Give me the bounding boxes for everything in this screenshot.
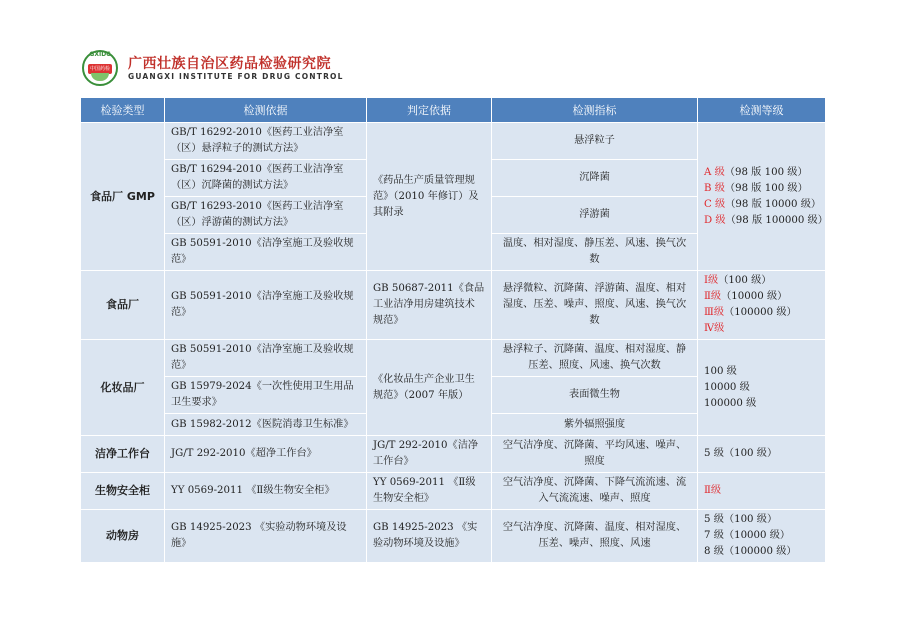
column-header-indicators: 检测指标 bbox=[492, 98, 698, 123]
org-name-english: GUANGXI INSTITUTE FOR DRUG CONTROL bbox=[128, 72, 344, 81]
level-desc: （98 版 10000 级） bbox=[725, 198, 822, 210]
basis-cell: GB/T 16293-2010《医药工业洁净室（区）浮游菌的测试方法》 bbox=[165, 197, 367, 234]
indicator-cell: 悬浮微粒、沉降菌、浮游菌、温度、相对湿度、压差、噪声、照度、风速、换气次数 bbox=[492, 271, 698, 340]
judge-cell: 《化妆品生产企业卫生规范》（2007 年版） bbox=[367, 340, 492, 436]
table-row bbox=[81, 510, 826, 563]
judge-cell: JG/T 292-2010《洁净工作台》 bbox=[367, 436, 492, 473]
table-row bbox=[81, 436, 826, 473]
level-cell bbox=[698, 340, 826, 436]
table-header-row bbox=[81, 98, 826, 123]
level-cell: Ⅱ级 bbox=[698, 473, 826, 510]
indicator-cell: 空气洁净度、沉降菌、下降气流流速、流入气流流速、噪声、照度 bbox=[492, 473, 698, 510]
indicator-cell: 紫外辐照强度 bbox=[492, 414, 698, 436]
indicator-cell: 浮游菌 bbox=[492, 197, 698, 234]
institute-logo-icon bbox=[82, 50, 118, 86]
level-line bbox=[704, 181, 819, 197]
level-line bbox=[704, 289, 819, 305]
indicator-cell: 沉降菌 bbox=[492, 160, 698, 197]
level-grade: D 级 bbox=[704, 214, 726, 226]
indicator-cell: 温度、相对湿度、静压差、风速、换气次数 bbox=[492, 234, 698, 271]
level-grade: B 级 bbox=[704, 182, 725, 194]
level-cell: 5 级（100 级） bbox=[698, 436, 826, 473]
level-desc: （10000 级） bbox=[721, 291, 788, 302]
table-row bbox=[81, 473, 826, 510]
level-line: 10000 级 bbox=[704, 381, 750, 393]
judge-cell: 《药品生产质量管理规范》（2010 年修订）及其附录 bbox=[367, 123, 492, 271]
basis-cell: GB 50591-2010《洁净室施工及验收规范》 bbox=[165, 271, 367, 340]
basis-cell: GB 14925-2023 《实验动物环境及设施》 bbox=[165, 510, 367, 563]
level-cell bbox=[698, 123, 826, 271]
judge-cell: GB 14925-2023 《实验动物环境及设施》 bbox=[367, 510, 492, 563]
level-grade: Ⅰ级 bbox=[704, 275, 719, 286]
type-cell-food: 食品厂 bbox=[81, 271, 165, 340]
judge-cell: GB 50687-2011《食品工业洁净用房建筑技术规范》 bbox=[367, 271, 492, 340]
logo-banner: 中国药检 bbox=[89, 66, 110, 72]
indicator-cell: 空气洁净度、沉降菌、平均风速、噪声、照度 bbox=[492, 436, 698, 473]
basis-cell: GB 15979-2024《一次性使用卫生用品卫生要求》 bbox=[165, 377, 367, 414]
indicator-cell: 空气洁净度、沉降菌、温度、相对湿度、压差、噪声、照度、风速 bbox=[492, 510, 698, 563]
level-line: 8 级（100000 级） bbox=[704, 546, 797, 557]
level-cell bbox=[698, 510, 826, 563]
type-cell-cosmetic: 化妆品厂 bbox=[81, 340, 165, 436]
basis-cell: GB/T 16292-2010《医药工业洁净室（区）悬浮粒子的测试方法》 bbox=[165, 123, 367, 160]
indicator-cell: 悬浮粒子、沉降菌、温度、相对湿度、静压差、照度、风速、换气次数 bbox=[492, 340, 698, 377]
level-line bbox=[704, 165, 819, 181]
level-line bbox=[704, 213, 828, 229]
level-desc: （100000 级） bbox=[724, 307, 797, 318]
level-cell bbox=[698, 271, 826, 340]
basis-cell: GB/T 16294-2010《医药工业洁净室（区）沉降菌的测试方法》 bbox=[165, 160, 367, 197]
column-header-level: 检测等级 bbox=[698, 98, 826, 123]
table-row bbox=[81, 271, 826, 340]
level-line: 100 级 bbox=[704, 365, 737, 377]
level-line: 7 级（10000 级） bbox=[704, 530, 791, 541]
table-row bbox=[81, 340, 826, 377]
basis-cell: GB 50591-2010《洁净室施工及验收规范》 bbox=[165, 340, 367, 377]
type-cell-animal-room: 动物房 bbox=[81, 510, 165, 563]
type-cell-biosafety: 生物安全柜 bbox=[81, 473, 165, 510]
judge-cell: YY 0569-2011 《Ⅱ级生物安全柜》 bbox=[367, 473, 492, 510]
level-grade: Ⅲ级 bbox=[704, 307, 725, 318]
basis-cell: GB 50591-2010《洁净室施工及验收规范》 bbox=[165, 234, 367, 271]
column-header-judgement: 判定依据 bbox=[367, 98, 492, 123]
header bbox=[82, 50, 482, 90]
logo-abbreviation: GXIDC bbox=[89, 51, 111, 58]
table-row bbox=[81, 123, 826, 160]
level-line bbox=[704, 321, 819, 337]
level-grade: Ⅳ级 bbox=[704, 323, 725, 334]
indicator-cell: 悬浮粒子 bbox=[492, 123, 698, 160]
level-grade: Ⅱ级 bbox=[704, 291, 722, 302]
basis-cell: GB 15982-2012《医院消毒卫生标准》 bbox=[165, 414, 367, 436]
level-desc: （100 级） bbox=[718, 275, 772, 286]
level-desc: （98 版 100 级） bbox=[724, 182, 808, 194]
inspection-table bbox=[80, 97, 826, 563]
level-line bbox=[704, 197, 822, 213]
level-line: 5 级（100 级） bbox=[704, 514, 778, 525]
column-header-basis: 检测依据 bbox=[165, 98, 367, 123]
org-name-chinese: 广西壮族自治区药品检验研究院 bbox=[128, 56, 331, 72]
column-header-type: 检验类型 bbox=[81, 98, 165, 123]
level-desc: （98 版 100 级） bbox=[724, 166, 808, 178]
level-grade: C 级 bbox=[704, 198, 726, 210]
type-cell-clean-bench: 洁净工作台 bbox=[81, 436, 165, 473]
level-line bbox=[704, 305, 819, 321]
level-grade: A 级 bbox=[704, 166, 725, 178]
basis-cell: JG/T 292-2010《超净工作台》 bbox=[165, 436, 367, 473]
indicator-cell: 表面微生物 bbox=[492, 377, 698, 414]
type-cell-food-gmp: 食品厂 GMP bbox=[81, 123, 165, 271]
level-desc: （98 版 100000 级） bbox=[725, 214, 828, 226]
basis-cell: YY 0569-2011 《Ⅱ级生物安全柜》 bbox=[165, 473, 367, 510]
logo-leaf-icon bbox=[91, 73, 109, 81]
level-line: 100000 级 bbox=[704, 397, 757, 409]
level-line bbox=[704, 273, 819, 289]
